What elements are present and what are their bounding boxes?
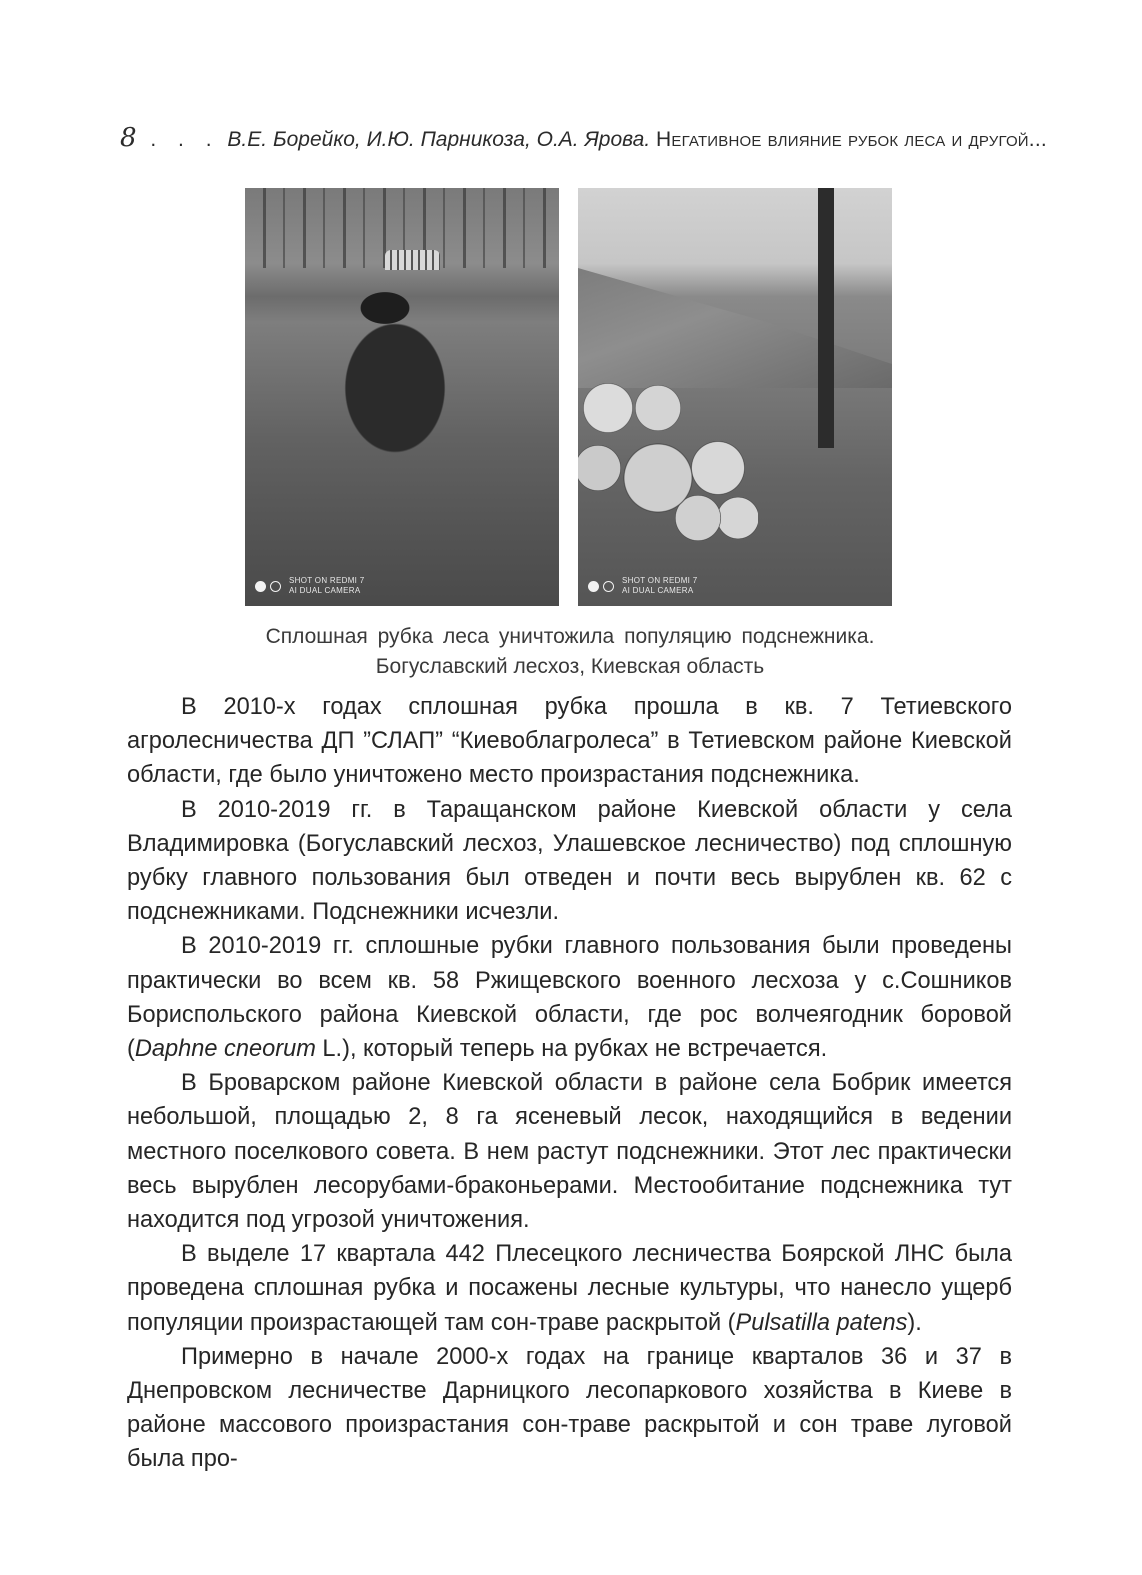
- running-header: [120, 118, 1047, 158]
- header-title: Негативное влияние рубок леса и другой...: [656, 128, 1047, 151]
- photo-woodpile: [385, 250, 440, 270]
- paragraph: Примерно в начале 2000-х годах на границе кварталов 36 и 37 в Днепровском лесничестве Дарницкого лесопаркового хозяйства в Киеве в районе массового произрастания сон-траве раскрытой и сон траве луговой была про-: [127, 1343, 1012, 1473]
- watermark-line1: SHOT ON REDMI 7: [622, 576, 698, 585]
- watermark-line1: SHOT ON REDMI 7: [289, 576, 365, 585]
- caption-line-1: Сплошная рубка леса уничтожила популяцию подснежника.: [265, 625, 875, 648]
- species-name: Pulsatilla patens: [735, 1309, 908, 1336]
- photo-log-stack: [578, 378, 758, 548]
- watermark-ring-icon: [270, 581, 281, 592]
- page-number: 8: [120, 123, 137, 153]
- header-authors: В.Е. Борейко, И.Ю. Парникоза, О.А. Ярова.: [227, 128, 651, 151]
- watermark-ring-icon: [603, 581, 614, 592]
- species-name: Daphne cneorum: [134, 1036, 316, 1063]
- paragraph: В 2010-2019 гг. сплошные рубки главного пользования были проведены практически во всем кв. 58 Ржищевского военного лесхоза у с.Сошников Бориспольского района Киевской области, где рос волчеягодник боровой (Daphne cneorum L.), который теперь на рубках не встречается.: [127, 933, 1012, 1063]
- paragraph: В выделе 17 квартала 442 Плесецкого лесничества Боярской ЛНС была проведена сплошная рубка и посажены лесные культуры, что нанесло ущерб популяции произрастающей там сон-траве раскрытой (Pulsatilla patens).: [127, 1241, 1012, 1336]
- watermark-dot-icon: [255, 581, 266, 592]
- paragraph: В 2010-х годах сплошная рубка прошла в кв. 7 Тетиевского агролесничества ДП ”СЛАП” “Киевоблагролеса” в Тетиевском районе Киевской области, где было уничтожено место произрастания подснежника.: [127, 694, 1012, 789]
- camera-watermark: [588, 576, 697, 596]
- paragraph: В Броварском районе Киевской области в районе села Бобрик имеется небольшой, площадью 2, 8 га ясеневый лесок, находящийся в ведении местного поселкового совета. В нем растут подснежники. Этот лес практически весь вырублен лесорубами-браконьерами. Местообитание подснежника тут находится под угрозой уничтожения.: [127, 1070, 1012, 1234]
- photo-hillside: [578, 268, 892, 388]
- watermark-line2: AI DUAL CAMERA: [289, 586, 361, 595]
- figure-photo-right: [578, 188, 892, 606]
- camera-watermark: [255, 576, 364, 596]
- watermark-line2: AI DUAL CAMERA: [622, 586, 694, 595]
- body-text: [127, 690, 1012, 1477]
- caption-line-2: Богуславский лесхоз, Киевская область: [375, 655, 765, 678]
- photo-tree-trunk: [818, 188, 834, 448]
- header-dots: . . .: [150, 128, 220, 151]
- paragraph: В 2010-2019 гг. в Таращанском районе Киевской области у села Владимировка (Богуславский лесхоз, Улашевское лесничество) под сплошную рубку главного пользования был отведен и почти весь вырублен кв. 62 с подснежниками. Подснежники исчезли.: [127, 796, 1012, 926]
- figure-photo-left: [245, 188, 559, 606]
- figure-caption: [240, 622, 900, 682]
- watermark-dot-icon: [588, 581, 599, 592]
